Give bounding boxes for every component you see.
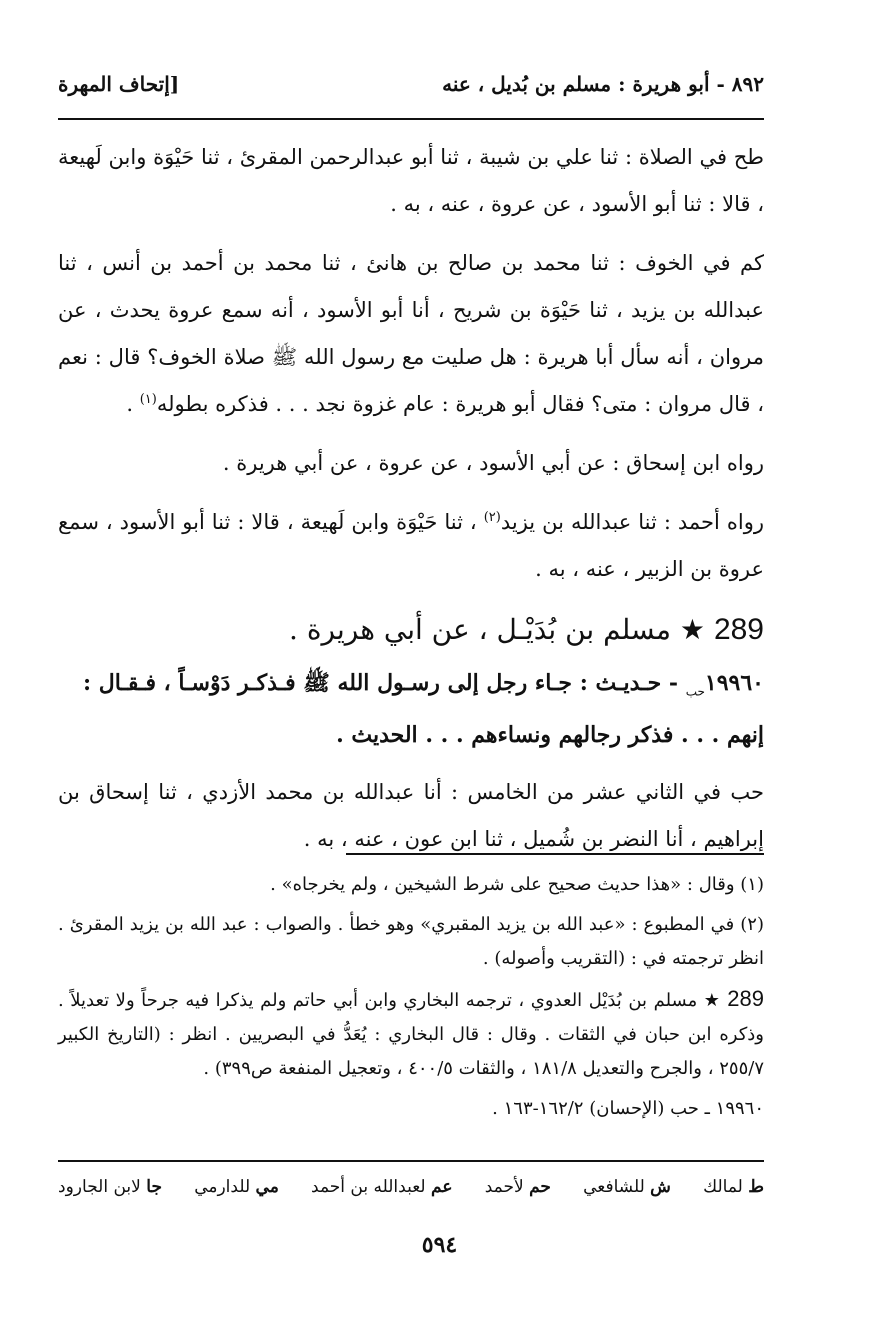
running-header	[58, 64, 764, 104]
header-divider	[58, 118, 764, 120]
footnote-1: (١) وقال : «هذا حديث صحيح على شرط الشيخين ، ولم يخرجاه» .	[270, 874, 764, 895]
section-heading	[58, 605, 764, 655]
hadith-text: - حـديـث : جـاء رجل إلى رسـول الله ﷺ فـذكـر دَوْسـاً ، فـقـال : إنهم . . . فذكر رجالهم ونساءهم . . . الحديث .	[82, 670, 764, 749]
footnote-3-text: ★ مسلم بن بُدَيْل العدوي ، ترجمه البخاري وابن أبي حاتم ولم يذكرا فيه جرحاً ولا تعديلاً . وذكره ابن حبان في الثقات . وقال : قال البخاري : يُعَدُّ في البصريين . انظر : (التاريخ الكبير ٢٥٥/٧ ، والجرح والتعديل ١٨١/٨ ، والثقات ٤٠٠/٥ ، وتعجيل المنفعة ص٣٩٩) .	[58, 990, 764, 1079]
footnote-3	[58, 982, 764, 1086]
paragraph-ahmad	[58, 499, 764, 593]
legend-item: ش للشافعي	[583, 1177, 671, 1197]
section-title-text: مسلم بن بُدَيْـل ، عن أبي هريرة .	[289, 613, 672, 646]
paragraph-kam	[58, 240, 764, 428]
footnote-3-number: 289	[727, 986, 764, 1011]
footnote-ref-1: (١)	[139, 392, 157, 407]
abbreviation-legend	[58, 1170, 764, 1204]
main-text	[58, 134, 764, 875]
hadith-entry	[58, 661, 764, 757]
paragraph-ibn-ishaq: رواه ابن إسحاق : عن أبي الأسود ، عن عروة ، عن أبي هريرة .	[222, 451, 764, 475]
header-chapter-title: ٨٩٢ - أبو هريرة : مسلم بن بُديل ، عنه	[442, 72, 764, 96]
legend-item: حم لأحمد	[484, 1177, 551, 1197]
paragraph-kam-text: كم في الخوف : ثنا محمد بن صالح بن هانئ ، ثنا محمد بن أحمد بن أنس ، ثنا عبدالله بن يزيد ، ثنا حَيْوَة بن شريح ، أنا أبو الأسود ، أنه سمع عروة يحدث ، عن مروان ، أنه سأل أبا هريرة : هل صليت مع رسول الله ﷺ صلاة الخوف؟ قال : نعم ، قال مروان : متى؟ فقال أبو هريرة : عام غزوة نجد . . . فذكره بطوله	[58, 251, 764, 416]
header-book-title: [إتحاف المهرة	[58, 72, 180, 96]
paragraph-tah: طح في الصلاة : ثنا علي بن شيبة ، ثنا أبو عبدالرحمن المقرئ ، ثنا حَيْوَة وابن لَهيعة ، قالا : ثنا أبو الأسود ، عن عروة ، عنه ، به .	[58, 145, 764, 216]
legend-item: عم لعبدالله بن أحمد	[311, 1177, 453, 1197]
paragraph-ahmad-end: ، ثنا حَيْوَة وابن لَهيعة ، قالا : ثنا أبو الأسود ، سمع عروة بن الزبير ، عنه ، به .	[58, 510, 764, 581]
footnote-ref-2: (٢)	[483, 510, 501, 525]
legend-divider	[58, 1160, 764, 1162]
footnote-divider	[346, 853, 764, 855]
hadith-source-code: حب	[685, 684, 705, 699]
paragraph-hib: حب في الثاني عشر من الخامس : أنا عبدالله بن محمد الأزدي ، ثنا إسحاق بن إبراهيم ، أنا النضر بن شُميل ، ثنا ابن عون ، عنه ، به .	[58, 780, 764, 852]
legend-item: جا لابن الجارود	[58, 1177, 162, 1197]
legend-item: ط لمالك	[703, 1177, 764, 1197]
paragraph-ahmad-start: رواه أحمد : ثنا عبدالله بن يزيد	[500, 510, 764, 534]
paragraph-kam-end: .	[126, 392, 140, 416]
hadith-number: ١٩٩٦٠	[704, 670, 764, 696]
footnotes	[58, 868, 764, 1132]
section-number: 289	[713, 613, 764, 646]
star-icon: ★	[679, 613, 706, 646]
footnote-2: (٢) في المطبوع : «عبد الله بن يزيد المقبري» وهو خطأ . والصواب : عبد الله بن يزيد المقرئ . انظر ترجمته في : (التقريب وأصوله) .	[58, 914, 764, 969]
footnote-4: ١٩٩٦٠ ـ حب (الإحسان) ١٦٢/٢-١٦٣ .	[492, 1098, 764, 1119]
legend-item: مي للدارمي	[194, 1177, 279, 1197]
page-number: ٥٩٤	[421, 1232, 458, 1258]
